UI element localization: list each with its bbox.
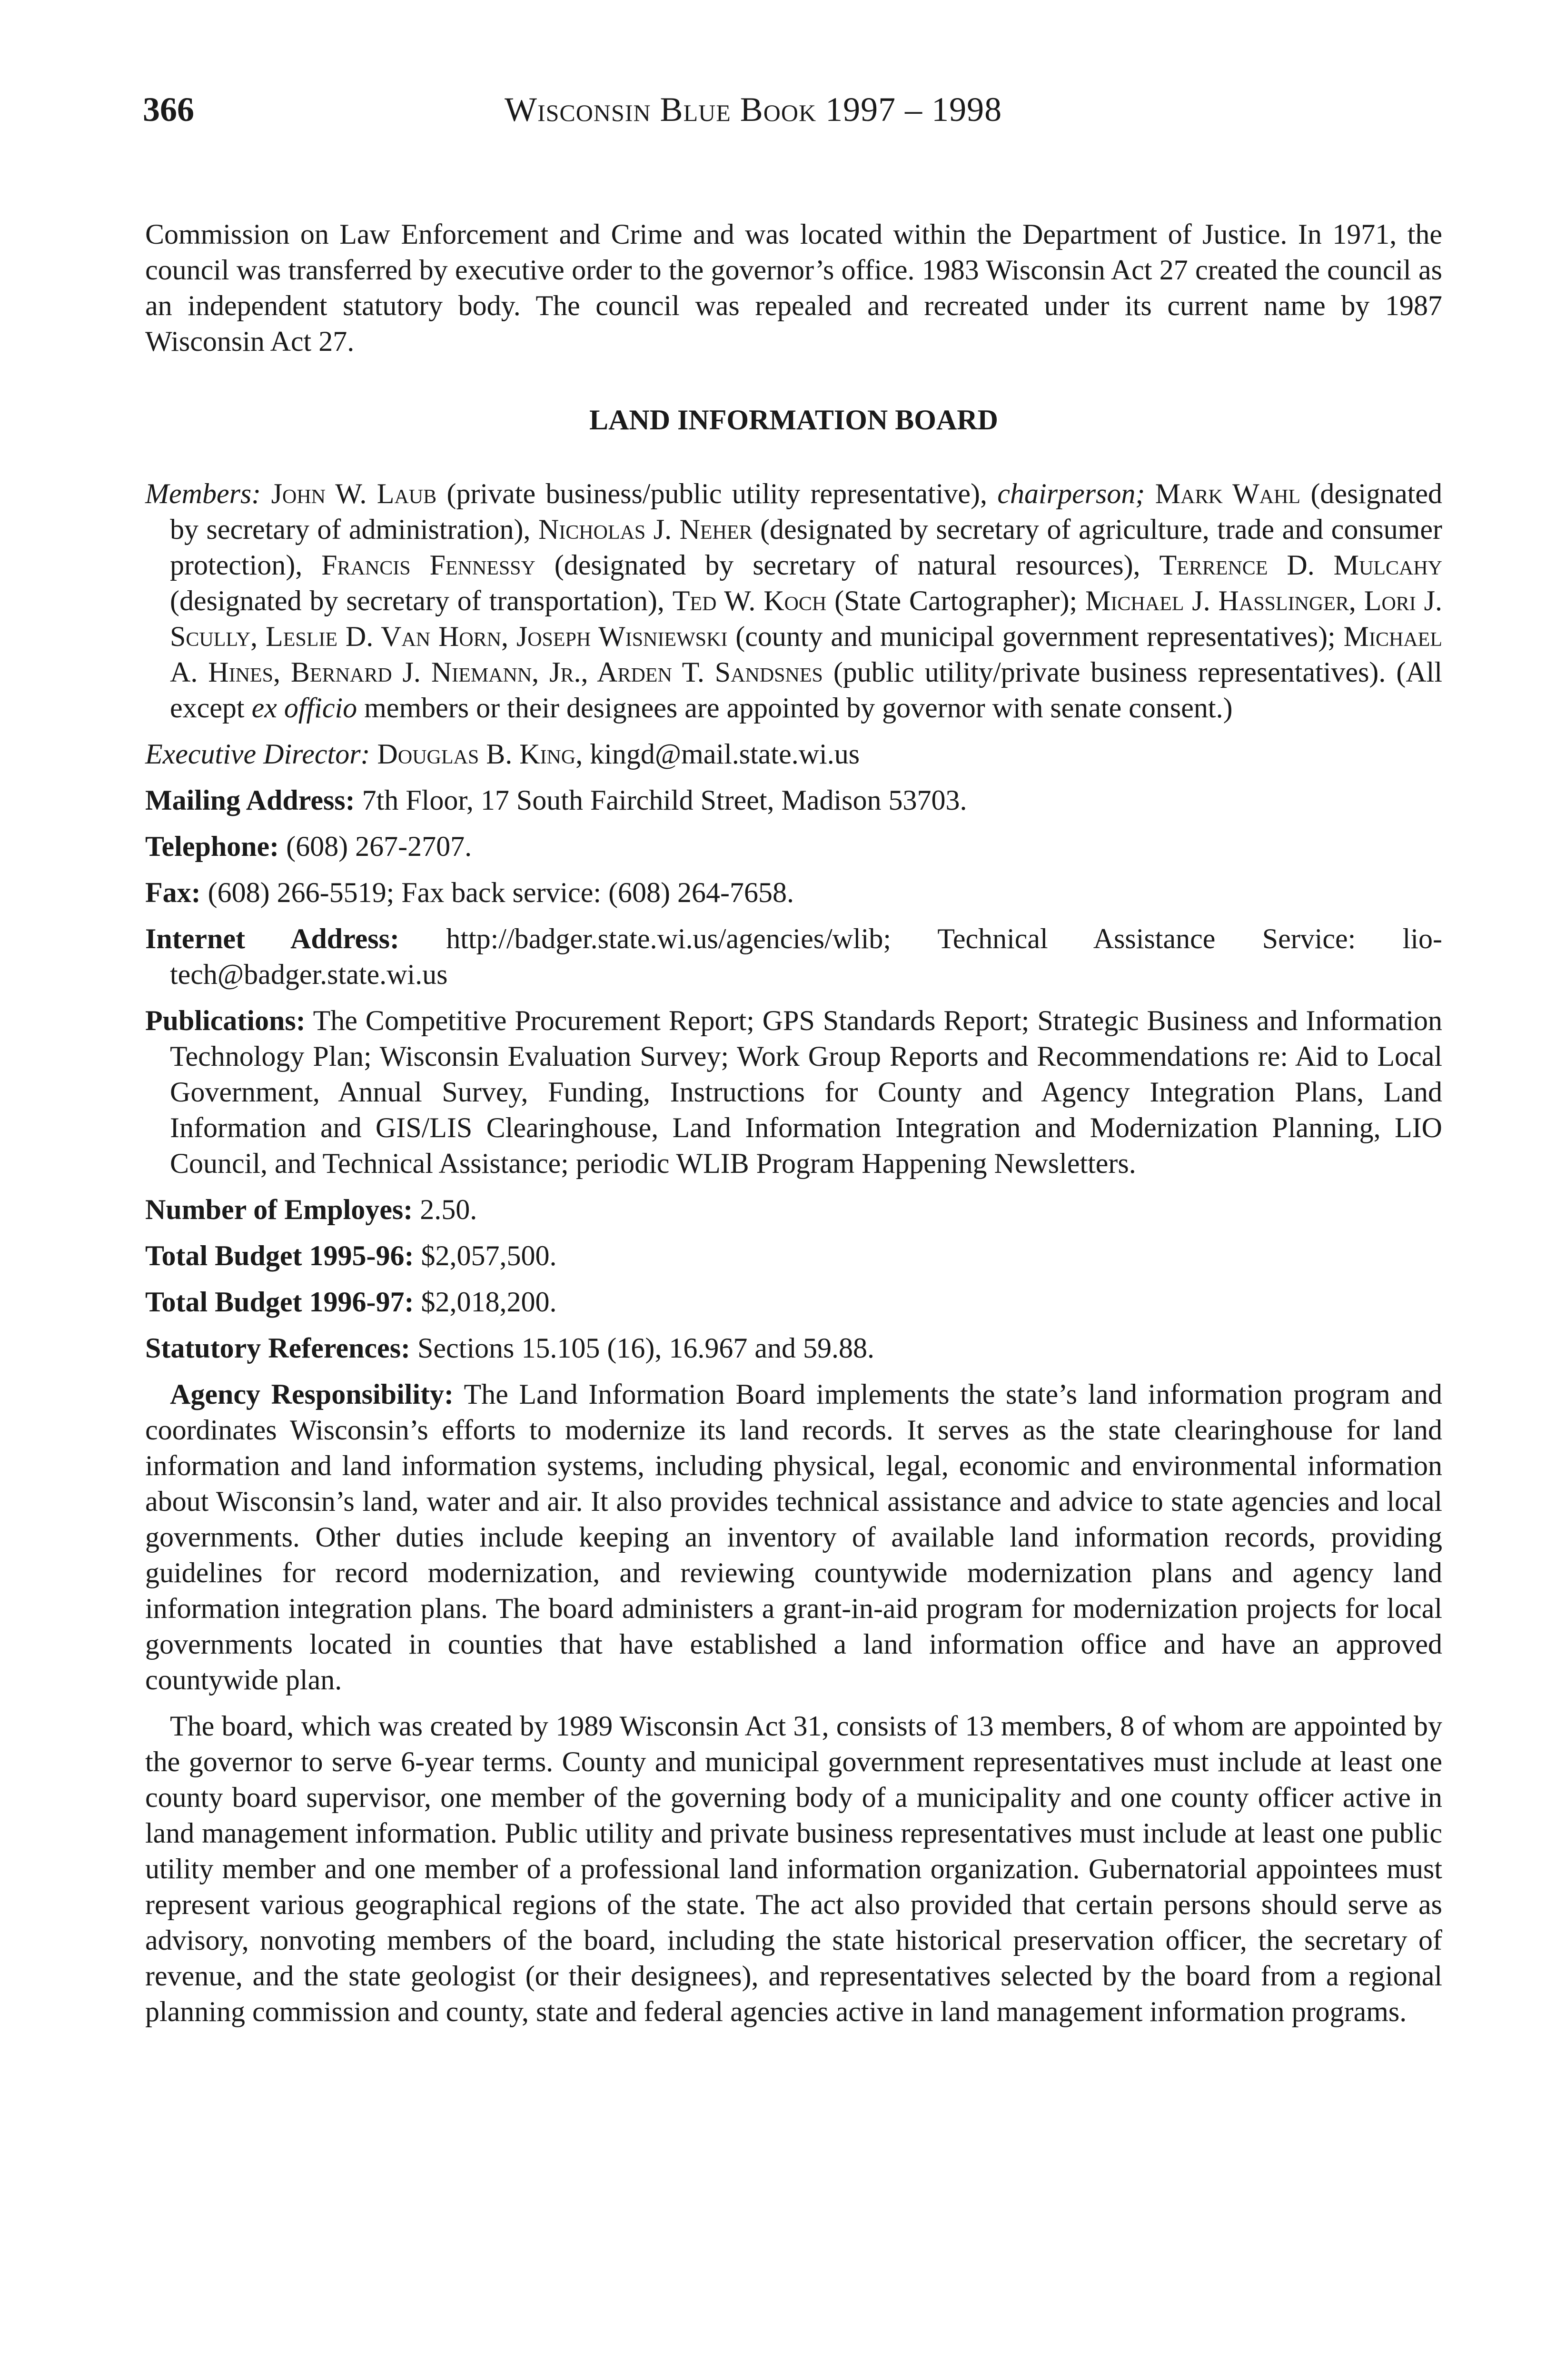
members-text: (designated by secretary of natural resources), bbox=[535, 549, 1160, 581]
members-text: (private business/public utility representative), bbox=[436, 478, 998, 509]
members-text: (public utility/private business representatives). (All except bbox=[170, 656, 1442, 724]
info-field bbox=[145, 921, 1442, 992]
info-field bbox=[145, 829, 1442, 864]
members-text: (county and municipal government representatives); bbox=[727, 621, 1344, 652]
info-field-label: Total Budget 1996-97: bbox=[145, 1286, 414, 1318]
info-field-value: 7th Floor, 17 South Fairchild Street, Madison 53703. bbox=[355, 784, 967, 816]
info-field bbox=[145, 1284, 1442, 1320]
agency-responsibility-text: The Land Information Board implements the state’s land information program and coordinates Wisconsin’s efforts to modernize its land records. It serves as the state clearinghouse for land information and land information systems, including physical, legal, economic and environmental information about Wisconsin’s land, water and air. It also provides technical assistance and advice to state agencies and local governments. Other duties include keeping an inventory of available land information records, providing guidelines for record modernization, and reviewing countywide modernization plans and agency land information integration plans. The board administers a grant-in-aid program for modernization projects for local governments located in counties that have established a land information office and have an approved countywide plan. bbox=[145, 1378, 1443, 1696]
info-field-value: (608) 267-2707. bbox=[279, 831, 472, 862]
info-field-value: (608) 266-5519; Fax back service: (608) 264-7658. bbox=[200, 877, 794, 908]
info-field bbox=[145, 783, 1442, 818]
members-text: (designated by secretary of transportation), bbox=[170, 585, 673, 616]
member-name: Terrence D. Mulcahy bbox=[1159, 549, 1442, 581]
info-fields bbox=[145, 783, 1442, 1366]
members-text: (designated by secretary of administration), bbox=[170, 478, 1443, 545]
member-name: Francis Fennessy bbox=[321, 549, 535, 581]
member-name: Michael J. Hasslinger, Lori J. Scully, Leslie D. Van Horn, Joseph Wisniewski bbox=[170, 585, 1443, 652]
running-title: Wisconsin Blue Book 1997 – 1998 bbox=[505, 90, 1002, 129]
members-text: (designated by secretary of agriculture, trade and consumer protection), bbox=[170, 514, 1443, 581]
section-heading: LAND INFORMATION BOARD bbox=[589, 404, 998, 436]
info-field-label: Total Budget 1995-96: bbox=[145, 1240, 414, 1271]
members-text: chairperson; bbox=[997, 478, 1145, 509]
info-field-label: Mailing Address: bbox=[145, 784, 355, 816]
page-number: 366 bbox=[143, 90, 194, 129]
agency-responsibility bbox=[145, 1377, 1442, 1698]
executive-director-label: Executive Director: bbox=[145, 738, 377, 770]
info-field-value: $2,018,200. bbox=[414, 1286, 557, 1318]
members-paragraph bbox=[145, 476, 1442, 726]
member-name: Michael A. Hines, Bernard J. Niemann, Jr., Arden T. Sandsnes bbox=[170, 621, 1442, 688]
info-field bbox=[145, 1003, 1442, 1181]
intro-paragraph: Commission on Law Enforcement and Crime and was located within the Department of Justice. In 1971, the council was transferred by executive order to the governor’s office. 1983 Wisconsin Act 27 created the council as an independent statutory body. The council was repealed and recreated under its current name by 1987 Wisconsin Act 27. bbox=[145, 218, 1442, 357]
members-text: members or their designees are appointed by governor with senate consent.) bbox=[357, 692, 1233, 724]
info-field bbox=[145, 875, 1442, 911]
info-field-label: Telephone: bbox=[145, 831, 279, 862]
executive-director-name: Douglas B. King bbox=[377, 738, 576, 770]
executive-director bbox=[145, 736, 1442, 772]
info-field-value: 2.50. bbox=[413, 1194, 477, 1225]
member-name: Nicholas J. Neher bbox=[538, 514, 753, 545]
members-text bbox=[1145, 478, 1155, 509]
executive-director-email: , kingd@mail.state.wi.us bbox=[575, 738, 860, 770]
info-field-value: Sections 15.105 (16), 16.967 and 59.88. bbox=[410, 1332, 874, 1364]
info-field-label: Internet Address: bbox=[145, 923, 399, 954]
members-text: Members: bbox=[145, 478, 271, 509]
member-name: Ted W. Koch bbox=[672, 585, 827, 616]
member-name: John W. Laub bbox=[271, 478, 437, 509]
info-field-value: http://badger.state.wi.us/agencies/wlib; Technical Assistance Service: lio-tech@badger.state.wi.us bbox=[170, 923, 1442, 990]
page-header bbox=[145, 88, 1442, 131]
members-text: (State Cartographer); bbox=[826, 585, 1086, 616]
info-field-label: Publications: bbox=[145, 1005, 306, 1036]
info-field-label: Fax: bbox=[145, 877, 201, 908]
info-field bbox=[145, 1192, 1442, 1228]
info-field bbox=[145, 1238, 1442, 1274]
members-text: ex officio bbox=[251, 692, 357, 724]
info-field-label: Number of Employes: bbox=[145, 1194, 413, 1225]
agency-responsibility-label: Agency Responsibility: bbox=[170, 1378, 454, 1410]
info-field bbox=[145, 1330, 1442, 1366]
member-name: Mark Wahl bbox=[1155, 478, 1301, 509]
info-field-label: Statutory References: bbox=[145, 1332, 411, 1364]
board-paragraph: The board, which was created by 1989 Wisconsin Act 31, consists of 13 members, 8 of whom are appointed by the governor to serve 6-year terms. County and municipal government representatives must include at least one county board supervisor, one member of the governing body of a municipality and one county officer active in land management information. Public utility and private business representatives must include at least one public utility member and one member of a professional land information organization. Gubernatorial appointees must represent various geographical regions of the state. The act also provided that certain persons should serve as advisory, nonvoting members of the board, including the state historical preservation officer, the secretary of revenue, and the state geologist (or their designees), and representatives selected by the board from a regional planning commission and county, state and federal agencies active in land management information programs. bbox=[145, 1710, 1442, 2027]
info-field-value: The Competitive Procurement Report; GPS Standards Report; Strategic Business and Information Technology Plan; Wisconsin Evaluation Survey; Work Group Reports and Recommendations re: Aid to Local Government, Annual Survey, Funding, Instructions for County and Agency Integration Plans, Land Information and GIS/LIS Clearinghouse, Land Information Integration and Modernization Planning, LIO Council, and Technical Assistance; periodic WLIB Program Happening Newsletters. bbox=[170, 1005, 1442, 1179]
info-field-value: $2,057,500. bbox=[414, 1240, 557, 1271]
